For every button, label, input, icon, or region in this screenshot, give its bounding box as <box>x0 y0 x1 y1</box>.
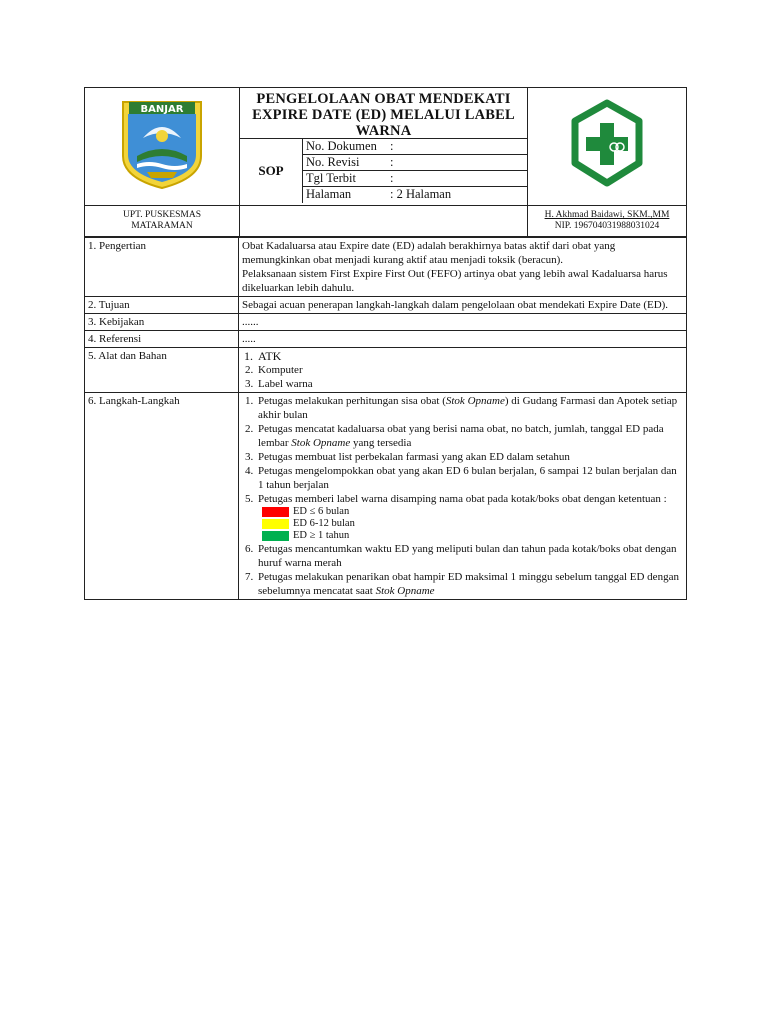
meta-row-revisi <box>303 155 527 171</box>
signer-cell <box>528 206 687 237</box>
yellow-label-swatch <box>262 519 289 529</box>
row-pengertian <box>85 238 687 297</box>
step-text: Petugas melakukan penarikan obat hampir ED maksimal 1 minggu sebelum tanggal ED dengan sebelumnya mencatat saat <box>258 571 679 597</box>
section-label: 5. Alat dan Bahan <box>85 348 239 393</box>
step-text: yang tersedia <box>350 437 412 449</box>
section-label: 6. Langkah-Langkah <box>85 393 239 600</box>
green-label-swatch <box>262 531 289 541</box>
signer-name: H. Akhmad Baidawi, SKM.,MM <box>544 210 670 220</box>
list-item <box>256 570 683 598</box>
sop-document <box>84 87 687 600</box>
list-item: 3. Petugas membuat list perbekalan farmasi yang akan ED dalam setahun <box>256 450 683 464</box>
section-label: 1. Pengertian <box>85 238 239 297</box>
list-item <box>256 492 683 542</box>
document-meta <box>303 139 527 203</box>
step-text: ) di Gudang Farmasi dan Apotek setiap akhir bulan <box>258 395 678 421</box>
list-item: 3. Label warna <box>256 377 683 391</box>
signer-nip: NIP. 196704031988031024 <box>554 221 660 231</box>
step-italic: Stok Opname <box>291 437 351 449</box>
sop-label: SOP <box>240 139 303 203</box>
meta-value: : 2 Halaman <box>390 187 452 201</box>
meta-label: No. Dokumen <box>306 139 377 153</box>
content-table <box>84 237 687 600</box>
label-legend-green <box>262 530 683 542</box>
label-legend-text: ED ≥ 1 tahun <box>293 530 350 541</box>
meta-value: : <box>390 171 394 185</box>
list-item: 2. Komputer <box>256 363 683 377</box>
meta-label: Halaman <box>306 187 352 201</box>
row-kebijakan <box>85 314 687 331</box>
org-line2: MATARAMAN <box>131 221 193 231</box>
row-referensi <box>85 331 687 348</box>
alat-list <box>242 349 683 391</box>
document-title: PENGELOLAAN OBAT MENDEKATI EXPIRE DATE (ED) MELALUI LABEL WARNA <box>240 90 527 139</box>
list-item <box>256 394 683 422</box>
meta-row-dokumen <box>303 139 527 155</box>
blank-cell <box>240 206 528 237</box>
title-cell <box>240 88 528 206</box>
list-item: 4. Petugas mengelompokkan obat yang akan ED 6 bulan berjalan, 6 sampai 12 bulan berjalan dan 1 tahun berjalan <box>256 464 683 492</box>
section-steps <box>239 393 687 600</box>
logo-right-cell <box>528 88 687 206</box>
logo-left-cell <box>85 88 240 206</box>
section-label: 4. Referensi <box>85 331 239 348</box>
pengertian-paragraph-2: Pelaksanaan sistem First Expire First Out (FEFO) artinya obat yang lebih awal Kadaluarsa harus dikeluarkan lebih dahulu. <box>242 268 668 294</box>
row-langkah <box>85 393 687 600</box>
label-legend-text: ED 6-12 bulan <box>293 518 355 529</box>
meta-row-terbit <box>303 171 527 187</box>
meta-label: Tgl Terbit <box>306 171 356 185</box>
row-tujuan <box>85 297 687 314</box>
section-text <box>239 238 687 297</box>
org-line1: UPT. PUSKESMAS <box>123 210 201 220</box>
step-italic: Stok Opname <box>445 395 505 407</box>
section-text: ..... <box>239 331 687 348</box>
red-label-swatch <box>262 507 289 517</box>
meta-value: : <box>390 139 394 153</box>
pengertian-paragraph-1: Obat Kadaluarsa atau Expire date (ED) adalah berakhirnya batas aktif dari obat yang memungkinkan obat menjadi kurang aktif atau menjadi toksik (beracun). <box>242 240 616 266</box>
banjar-logo-text: BANJAR <box>140 104 184 115</box>
section-text: Sebagai acuan penerapan langkah-langkah dalam pengelolaan obat mendekati Expire Date (ED). <box>239 297 687 314</box>
step-text: Petugas melakukan perhitungan sisa obat ( <box>258 395 446 407</box>
meta-row-halaman <box>303 187 527 203</box>
step-italic: Stok Opname <box>375 585 435 597</box>
header-table <box>84 87 687 237</box>
section-label: 2. Tujuan <box>85 297 239 314</box>
section-label: 3. Kebijakan <box>85 314 239 331</box>
banjar-emblem-icon <box>119 98 205 190</box>
step-text: Petugas mencatat kadaluarsa obat yang berisi nama obat, no batch, jumlah, tanggal ED pada lembar <box>258 423 664 449</box>
list-item: 6. Petugas mencantumkan waktu ED yang meliputi bulan dan tahun pada kotak/boks obat dengan huruf warna merah <box>256 542 683 570</box>
label-legend-text: ED ≤ 6 bulan <box>293 506 350 517</box>
meta-label: No. Revisi <box>306 155 360 169</box>
list-item <box>256 422 683 450</box>
row-alat-bahan <box>85 348 687 393</box>
section-text: ...... <box>239 314 687 331</box>
puskesmas-logo-icon <box>567 97 647 191</box>
list-item: 1. ATK <box>256 349 683 363</box>
meta-value: : <box>390 155 394 169</box>
section-list <box>239 348 687 393</box>
step-text: Petugas memberi label warna disamping nama obat pada kotak/boks obat dengan ketentuan : <box>258 493 667 505</box>
organization-cell <box>85 206 240 237</box>
steps-list <box>242 394 683 598</box>
